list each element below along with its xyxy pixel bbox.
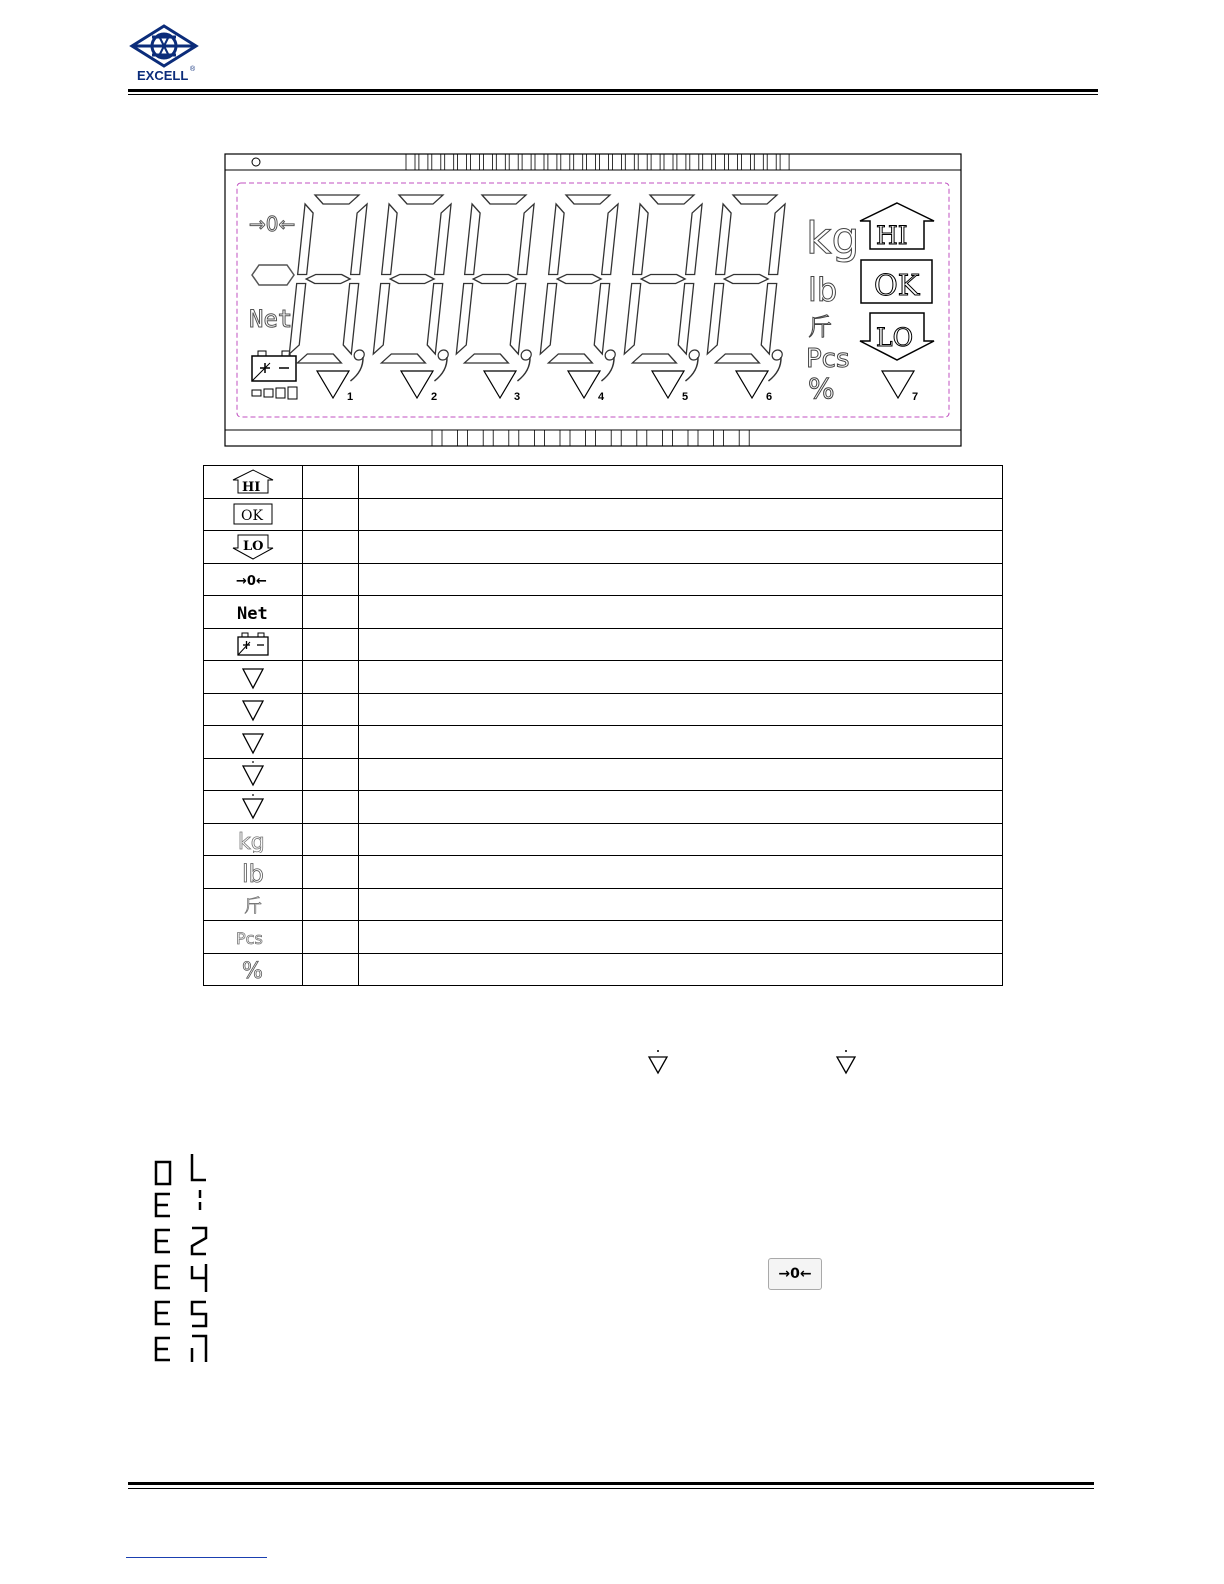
table-row: [204, 466, 1003, 499]
svg-text:HI: HI: [242, 479, 261, 495]
svg-text:7: 7: [912, 391, 919, 403]
footer-rule-thin: [128, 1488, 1094, 1489]
table-row: [204, 661, 1003, 694]
code-cell: [303, 856, 359, 889]
description-cell: [359, 791, 1003, 824]
table-row: [204, 693, 1003, 726]
symbol-cell: [204, 758, 303, 791]
pcs-icon: [230, 923, 276, 951]
description-cell: [359, 466, 1003, 499]
symbol-cell: [204, 791, 303, 824]
description-cell: [359, 726, 1003, 759]
lcd-unit-3: Pcs: [806, 344, 850, 374]
svg-text:4: 4: [598, 391, 605, 403]
lcd-unit-4: %: [808, 372, 835, 405]
lcd-unit-0: kg: [806, 213, 860, 264]
description-cell: [359, 498, 1003, 531]
lcd-ok-indicator: [861, 260, 932, 303]
table-row: [204, 921, 1003, 954]
lcd-unit-2: 斤: [808, 313, 832, 341]
zero-key-icon: →0←: [768, 1258, 822, 1290]
description-cell: [359, 563, 1003, 596]
code-cell: [303, 466, 359, 499]
symbol-cell: [204, 563, 303, 596]
svg-text:1: 1: [347, 391, 354, 403]
table-row: [204, 953, 1003, 986]
percent-icon: [230, 955, 276, 983]
battery-icon: [230, 630, 276, 658]
net-icon: [230, 598, 276, 626]
symbol-cell: [204, 693, 303, 726]
svg-text:6: 6: [766, 391, 773, 403]
code-cell: [303, 921, 359, 954]
svg-text:2: 2: [431, 391, 438, 403]
description-cell: [359, 531, 1003, 564]
svg-text:Pcs: Pcs: [236, 928, 263, 948]
svg-text:HI: HI: [876, 221, 908, 250]
description-cell: [359, 953, 1003, 986]
triangle-dot-icon: [834, 1048, 858, 1076]
table-row: [204, 498, 1003, 531]
description-cell: [359, 661, 1003, 694]
code-cell: [303, 563, 359, 596]
code-cell: [303, 596, 359, 629]
code-cell: [303, 628, 359, 661]
table-row: [204, 758, 1003, 791]
triangle-dot-icon: [230, 760, 276, 788]
table-row: [204, 856, 1003, 889]
code-cell: [303, 791, 359, 824]
svg-text:3: 3: [514, 391, 521, 403]
table-row: [204, 628, 1003, 661]
svg-text:斤: 斤: [244, 896, 262, 918]
code-cell: [303, 726, 359, 759]
svg-text:→0←: →0←: [236, 574, 267, 590]
description-cell: [359, 823, 1003, 856]
table-row: [204, 791, 1003, 824]
lcd-panel-diagram: [224, 153, 962, 447]
description-cell: [359, 888, 1003, 921]
symbol-cell: [204, 856, 303, 889]
triangle-dot-icon: [646, 1048, 670, 1076]
svg-text:%: %: [242, 959, 263, 984]
code-cell: [303, 888, 359, 921]
symbol-cell: [204, 953, 303, 986]
svg-text:OK: OK: [874, 268, 920, 302]
excell-logo: [128, 22, 200, 86]
symbol-cell: [204, 823, 303, 856]
symbol-cell: [204, 596, 303, 629]
symbol-cell: [204, 498, 303, 531]
lcd-symbol-table: [203, 465, 1003, 986]
footer-link-underline[interactable]: [126, 1557, 267, 1558]
svg-text:kg: kg: [238, 830, 265, 854]
table-row: [204, 563, 1003, 596]
kg-icon: [230, 825, 276, 853]
symbol-cell: [204, 921, 303, 954]
code-cell: [303, 498, 359, 531]
lcd-zero-indicator: →0←: [249, 212, 296, 236]
code-cell: [303, 758, 359, 791]
symbol-cell: [204, 888, 303, 921]
jin-icon: [230, 890, 276, 918]
segment-code-glyphs: [148, 1150, 218, 1365]
description-cell: [359, 758, 1003, 791]
header-rule: [128, 89, 1098, 92]
triangle-icon: [230, 663, 276, 691]
description-cell: [359, 856, 1003, 889]
description-cell: [359, 596, 1003, 629]
svg-text:®: ®: [190, 66, 196, 73]
svg-text:OK: OK: [241, 508, 263, 525]
lcd-net-indicator: Net: [249, 305, 293, 333]
table-row: [204, 531, 1003, 564]
header-rule-thin: [128, 94, 1098, 95]
code-cell: [303, 661, 359, 694]
footer-rule: [128, 1482, 1094, 1485]
table-row: [204, 823, 1003, 856]
lb-icon: [230, 858, 276, 886]
svg-text:Net: Net: [237, 603, 268, 624]
table-row: [204, 888, 1003, 921]
svg-text:EXCELL: EXCELL: [137, 68, 189, 83]
description-cell: [359, 921, 1003, 954]
zero-icon: [230, 565, 276, 593]
triangle-icon: [230, 728, 276, 756]
lcd-unit-1: lb: [808, 271, 838, 309]
table-row: [204, 596, 1003, 629]
svg-text:LO: LO: [876, 323, 914, 352]
svg-text:5: 5: [682, 391, 689, 403]
symbol-cell: [204, 661, 303, 694]
triangle-dot-icon: [230, 793, 276, 821]
ok-icon: [230, 500, 276, 528]
lo-icon: [230, 533, 276, 561]
description-cell: [359, 693, 1003, 726]
code-cell: [303, 823, 359, 856]
code-cell: [303, 953, 359, 986]
triangle-icon: [230, 695, 276, 723]
code-cell: [303, 531, 359, 564]
symbol-cell: [204, 466, 303, 499]
symbol-cell: [204, 726, 303, 759]
description-cell: [359, 628, 1003, 661]
symbol-cell: [204, 628, 303, 661]
table-row: [204, 726, 1003, 759]
hi-icon: [230, 468, 276, 496]
svg-text:LO: LO: [243, 538, 264, 554]
symbol-cell: [204, 531, 303, 564]
code-cell: [303, 693, 359, 726]
svg-text:lb: lb: [242, 859, 264, 886]
